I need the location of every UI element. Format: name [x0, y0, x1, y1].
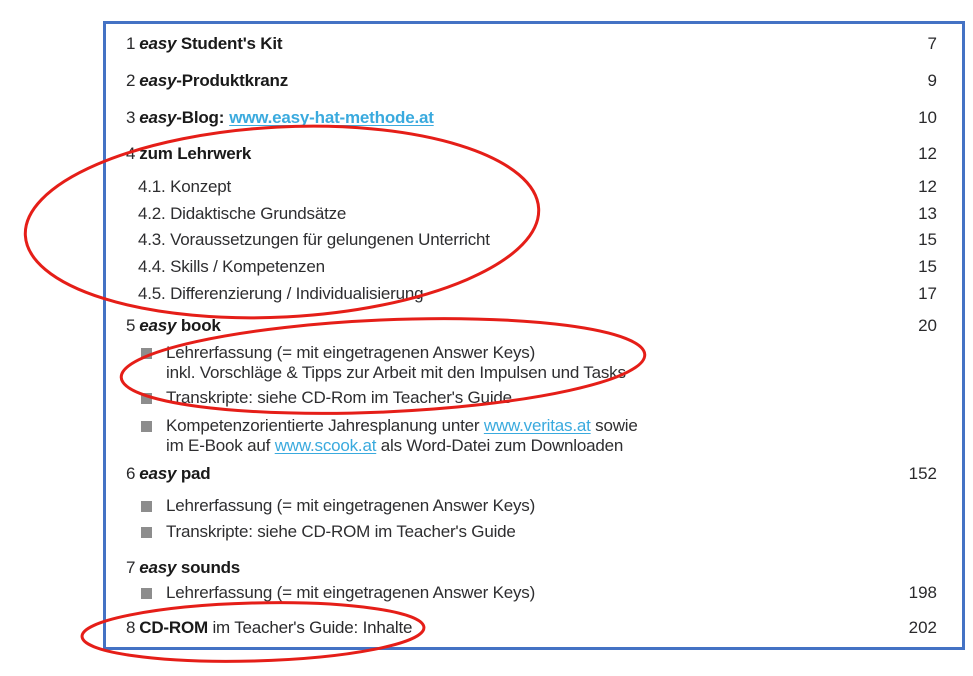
page-number: 20	[918, 316, 937, 335]
entry-title: -Blog:	[176, 108, 225, 127]
square-bullet-icon	[141, 527, 152, 538]
entry-title: Student's Kit	[176, 34, 283, 53]
page-number: 10	[918, 108, 937, 127]
square-bullet-icon	[141, 348, 152, 359]
square-bullet-icon	[141, 501, 152, 512]
toc-entry-5	[126, 316, 221, 336]
bullet-item-transkripte: Transkripte: siehe CD-ROM im Teacher's Guide	[166, 522, 516, 541]
brand-word: easy	[139, 316, 177, 335]
entry-title: zum Lehrwerk	[139, 144, 252, 163]
toc-subentry-4-3: 4.3. Voraussetzungen für gelungenen Unterricht	[138, 230, 490, 249]
entry-number: 7	[126, 558, 136, 577]
scook-link[interactable]: www.scook.at	[274, 436, 377, 455]
entry-number: 6	[126, 464, 136, 483]
entry-number: 1	[126, 34, 136, 53]
brand-word: easy	[139, 464, 177, 483]
page-number: 13	[918, 204, 937, 223]
square-bullet-icon	[141, 393, 152, 404]
toc-entry-7	[126, 558, 240, 578]
bullet-line: Kompetenzorientierte Jahresplanung unter	[166, 416, 484, 435]
page-number: 9	[927, 71, 937, 90]
page-number: 12	[918, 177, 937, 196]
bullet-item-lehrerfassung: Lehrerfassung (= mit eingetragenen Answer Keys)	[166, 583, 536, 602]
entry-title: sounds	[176, 558, 241, 577]
toc-subentry-4-2: 4.2. Didaktische Grundsätze	[138, 204, 347, 223]
page-number: 15	[918, 257, 937, 276]
entry-number: 4	[126, 144, 136, 163]
toc-entry-3	[126, 108, 434, 128]
page-number: 198	[908, 583, 937, 602]
toc-subentry-4-5: 4.5. Differenzierung / Individualisierung	[138, 284, 424, 303]
page-number: 15	[918, 230, 937, 249]
toc-entry-2	[126, 71, 288, 91]
blog-link[interactable]: www.easy-hat-methode.at	[229, 108, 434, 127]
toc-entry-6	[126, 464, 210, 484]
page-number: 202	[908, 618, 937, 637]
entry-title-rest: im Teacher's Guide: Inhalte	[207, 618, 413, 637]
toc-entry-4	[126, 144, 251, 164]
bullet-item-lehrerfassung: Lehrerfassung (= mit eingetragenen Answer Keys)	[166, 496, 536, 515]
entry-number: 5	[126, 316, 136, 335]
bullet-line: im E-Book auf	[166, 436, 275, 455]
entry-number: 8	[126, 618, 136, 637]
entry-title: book	[176, 316, 221, 335]
entry-number: 3	[126, 108, 136, 127]
brand-word: easy	[139, 34, 177, 53]
bullet-item-transkripte: Transkripte: siehe CD-Rom im Teacher's Guide	[166, 388, 512, 407]
bullet-line: Lehrerfassung (= mit eingetragenen Answer Keys)	[166, 343, 536, 362]
toc-entry-8	[126, 618, 412, 638]
brand-word: easy	[139, 558, 177, 577]
page-number: 12	[918, 144, 937, 163]
bullet-line: als Word-Datei zum Downloaden	[376, 436, 624, 455]
toc-entry-1	[126, 34, 282, 54]
bullet-line: inkl. Vorschläge & Tipps zur Arbeit mit den Impulsen und Tasks	[166, 363, 626, 382]
toc-subentry-4-4: 4.4. Skills / Kompetenzen	[138, 257, 325, 276]
bullet-item-lehrerfassung	[166, 343, 726, 383]
bullet-item-jahresplanung	[166, 416, 726, 456]
entry-title: -Produktkranz	[176, 71, 288, 90]
veritas-link[interactable]: www.veritas.at	[483, 416, 591, 435]
toc-subentry-4-1: 4.1. Konzept	[138, 177, 232, 196]
page-number: 152	[908, 464, 937, 483]
entry-number: 2	[126, 71, 136, 90]
brand-word: easy	[139, 108, 177, 127]
brand-word: easy	[139, 71, 177, 90]
bullet-line: sowie	[590, 416, 638, 435]
entry-title: pad	[176, 464, 211, 483]
square-bullet-icon	[141, 421, 152, 432]
entry-title-bold: CD-ROM	[139, 618, 208, 637]
square-bullet-icon	[141, 588, 152, 599]
page-number: 7	[927, 34, 937, 53]
page-number: 17	[918, 284, 937, 303]
